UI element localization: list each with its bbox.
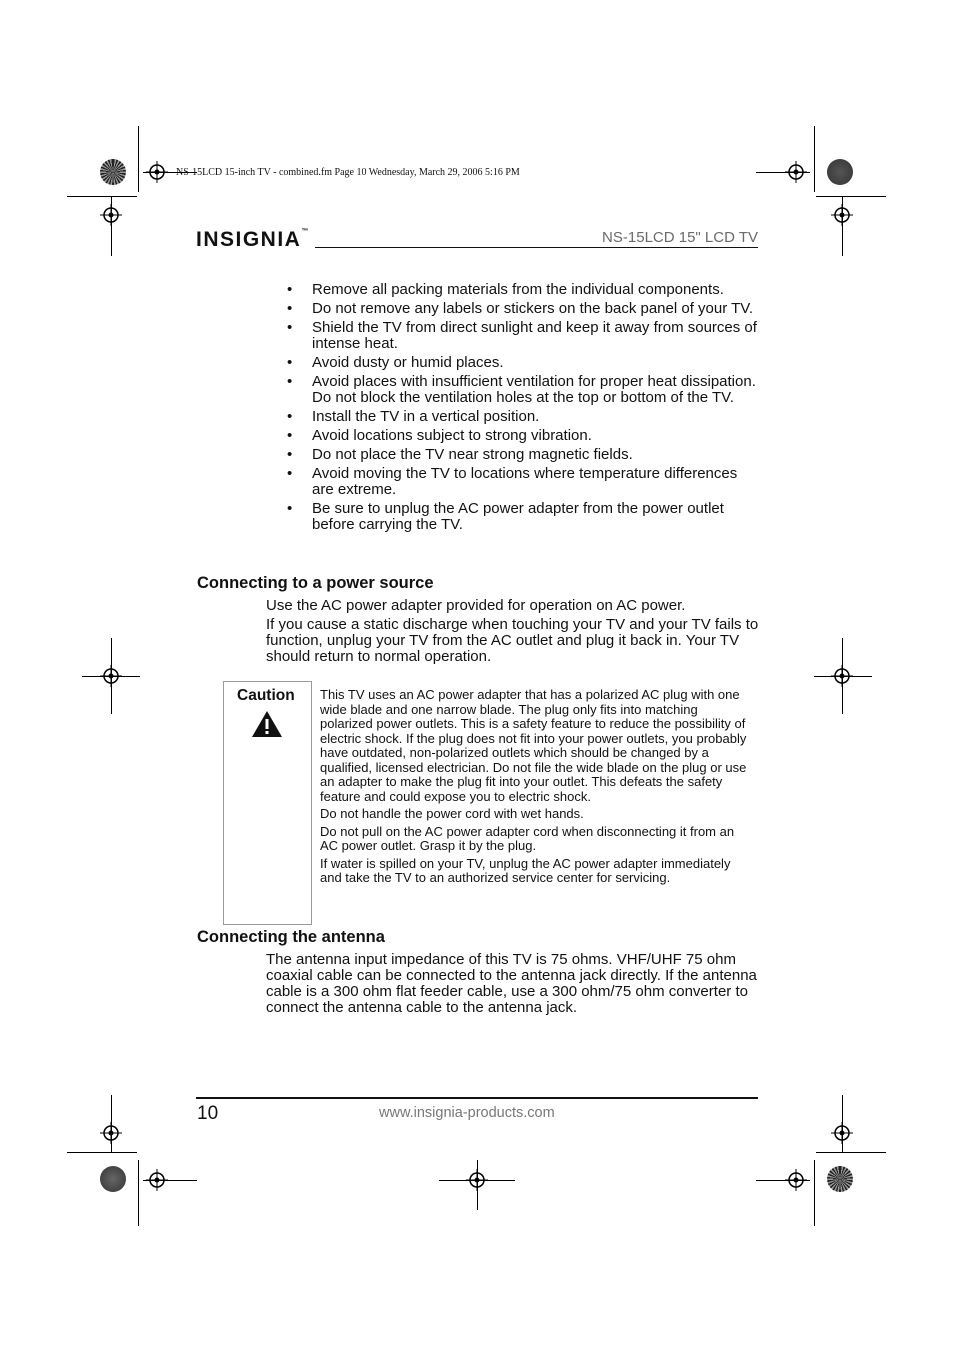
registration-mark-icon <box>831 665 853 687</box>
registration-mark-icon <box>146 1169 168 1191</box>
registration-mark-icon <box>785 1169 807 1191</box>
registration-mark-icon <box>831 1122 853 1144</box>
list-item: • Avoid places with insufficient ventilation for proper heat dissipation. Do not block the ventilation holes at the top or bottom of the TV. <box>287 374 759 406</box>
logo-text: INSIGNIA <box>196 228 302 251</box>
list-item: • Remove all packing materials from the individual components. <box>287 282 759 298</box>
antenna-section-heading: Connecting the antenna <box>197 928 385 946</box>
caution-paragraph: If water is spilled on your TV, unplug the AC power adapter immediately and take the TV to an authorized service center for servicing. <box>320 855 731 885</box>
page-header-title: NS-15LCD 15" LCD TV <box>602 229 758 246</box>
color-disc-icon <box>100 1166 126 1192</box>
color-disc-icon <box>827 159 853 185</box>
registration-mark-icon <box>100 665 122 687</box>
list-item: • Do not remove any labels or stickers on the back panel of your TV. <box>287 301 759 317</box>
caution-label: Caution <box>237 687 295 704</box>
insignia-logo <box>196 228 308 252</box>
caution-paragraph: Do not pull on the AC power adapter cord when disconnecting it from an AC power outlet. Grasp it by the plug. <box>320 823 735 853</box>
warning-triangle-icon <box>251 710 283 738</box>
list-item: • Avoid locations subject to strong vibration. <box>287 428 759 444</box>
power-paragraph-1: Use the AC power adapter provided for operation on AC power. <box>266 597 686 614</box>
power-paragraph-2: If you cause a static discharge when touching your TV and your TV fails to function, unplug your TV from the AC outlet and plug it back in. Your TV should return to normal operation. <box>266 616 759 665</box>
registration-mark-icon <box>100 1122 122 1144</box>
registration-mark-icon <box>100 204 122 226</box>
list-item: • Avoid moving the TV to locations where temperature differences are extreme. <box>287 466 759 498</box>
list-item: • Do not place the TV near strong magnetic fields. <box>287 447 759 463</box>
star-target-icon <box>100 159 126 185</box>
caution-paragraph: This TV uses an AC power adapter that has a polarized AC plug with one wide blade and one narrow blade. The plug only fits into matching polarized power outlets. This is a safety feature to reduce the possibility of electric shock. If the plug does not fit into your power outlets, you probably have outdated, non-polarized outlets which should be changed by a qualified, licensed electrician. Do not file the wide blade on the plug or use an adapter to make the plug fit into your outlet. This defeats the safety feature and could expose you to electric shock. <box>320 687 747 804</box>
power-section-heading: Connecting to a power source <box>197 574 434 592</box>
caution-text <box>320 688 750 889</box>
list-item: • Shield the TV from direct sunlight and keep it away from sources of intense heat. <box>287 320 759 352</box>
file-slug: NS-15LCD 15-inch TV - combined.fm Page 10 Wednesday, March 29, 2006 5:16 PM <box>176 167 520 178</box>
footer-url: www.insignia-products.com <box>379 1105 555 1121</box>
caution-paragraph: Do not handle the power cord with wet hands. <box>320 806 584 821</box>
list-item: • Install the TV in a vertical position. <box>287 409 759 425</box>
registration-mark-icon <box>146 161 168 183</box>
header-rule <box>315 247 758 248</box>
antenna-paragraph: The antenna input impedance of this TV is 75 ohms. VHF/UHF 75 ohm coaxial cable can be connected to the antenna jack directly. If the antenna cable is a 300 ohm flat feeder cable, use a 300 ohm/75 ohm converter to connect the antenna cable to the antenna jack. <box>266 951 757 1016</box>
footer-rule <box>196 1097 758 1099</box>
list-item: • Be sure to unplug the AC power adapter from the power outlet before carrying the TV. <box>287 501 759 533</box>
star-target-icon <box>827 1166 853 1192</box>
placement-bullet-list <box>287 282 759 536</box>
registration-mark-icon <box>785 161 807 183</box>
registration-mark-icon <box>831 204 853 226</box>
logo-trademark: ™ <box>301 228 309 235</box>
list-item: • Avoid dusty or humid places. <box>287 355 759 371</box>
page-number: 10 <box>197 1103 219 1124</box>
registration-mark-icon <box>466 1169 488 1191</box>
